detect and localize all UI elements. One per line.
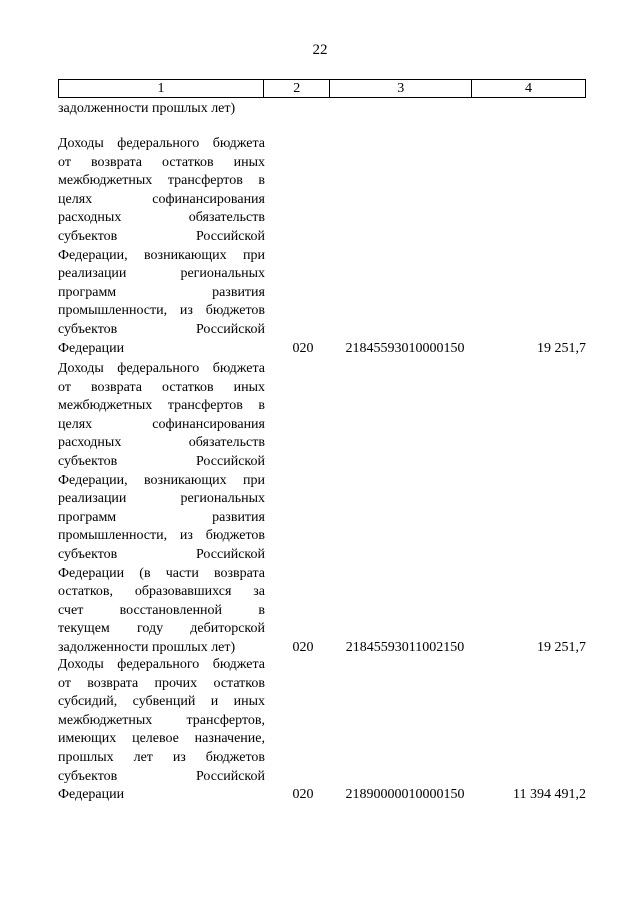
description-line: промышленности, из бюджетов — [58, 528, 265, 544]
row-amount: 11 394 491,2 — [513, 787, 586, 803]
row-classification-code: 21845593011002150 — [345, 639, 465, 655]
column-header-1: 1 — [59, 80, 264, 98]
description-line: Федерации, возникающих при — [58, 247, 265, 263]
description-line: субъектов Российской — [58, 453, 265, 469]
description-line: прошлых лет из бюджетов — [58, 749, 265, 765]
row-classification-code: 21890000010000150 — [345, 787, 465, 803]
row-amount: 19 251,7 — [537, 340, 586, 356]
row-amount: 19 251,7 — [537, 639, 586, 655]
description-line: Федерации — [58, 340, 125, 356]
description-line: субъектов Российской — [58, 546, 265, 562]
description-line: субъектов Российской — [58, 321, 265, 337]
row-code: 020 — [292, 340, 314, 356]
row-code: 020 — [292, 787, 314, 803]
column-header-2: 2 — [264, 80, 330, 98]
table-row — [58, 135, 586, 358]
description-line: субсидий, субвенций и иных — [58, 694, 265, 710]
column-header-3: 3 — [330, 80, 472, 98]
description-line: межбюджетных трансфертов, — [58, 712, 265, 728]
description-line: целях софинансирования — [58, 416, 265, 432]
description-line: расходных обязательств — [58, 210, 265, 226]
description-line: реализации региональных — [58, 266, 265, 282]
row-code: 020 — [292, 639, 314, 655]
description-line: Федерации (в части возврата — [58, 565, 265, 581]
table-row — [58, 360, 586, 658]
description-line: Доходы федерального бюджета — [58, 657, 265, 672]
description-line: имеющих целевое назначение, — [58, 731, 265, 747]
description-line: межбюджетных трансфертов в — [58, 173, 265, 189]
description-line: субъектов Российской — [58, 228, 265, 244]
description-line: программ развития — [58, 509, 265, 525]
description-line: программ развития — [58, 284, 265, 300]
column-header-4: 4 — [472, 80, 586, 98]
description-line: от возврата прочих остатков — [58, 675, 265, 691]
description-line: Федерации — [58, 787, 125, 803]
column-header-row — [59, 80, 586, 98]
description-line: Федерации, возникающих при — [58, 472, 265, 488]
description-line: от возврата остатков иных — [58, 154, 265, 170]
column-header-table — [58, 79, 586, 98]
description-line: текущем году дебиторской — [58, 621, 265, 637]
description-line: задолженности прошлых лет) — [58, 639, 236, 655]
description-line: межбюджетных трансфертов в — [58, 398, 265, 414]
row-description — [58, 135, 265, 358]
description-line: остатков, образовавшихся за — [58, 584, 265, 600]
table-row — [58, 656, 586, 805]
row-description — [58, 656, 265, 805]
row-description — [58, 360, 265, 658]
description-line: целях софинансирования — [58, 191, 265, 207]
description-line: Доходы федерального бюджета — [58, 361, 265, 376]
description-line: реализации региональных — [58, 491, 265, 507]
description-line: от возврата остатков иных — [58, 379, 265, 395]
description-line: расходных обязательств — [58, 435, 265, 451]
description-line: счет восстановленной в — [58, 602, 265, 618]
description-line: промышленности, из бюджетов — [58, 303, 265, 319]
description-line: субъектов Российской — [58, 768, 265, 784]
page-number: 22 — [312, 42, 328, 58]
row-classification-code: 21845593010000150 — [345, 340, 465, 356]
description-line: Доходы федерального бюджета — [58, 136, 265, 151]
continuation-text: задолженности прошлых лет) — [58, 101, 236, 116]
